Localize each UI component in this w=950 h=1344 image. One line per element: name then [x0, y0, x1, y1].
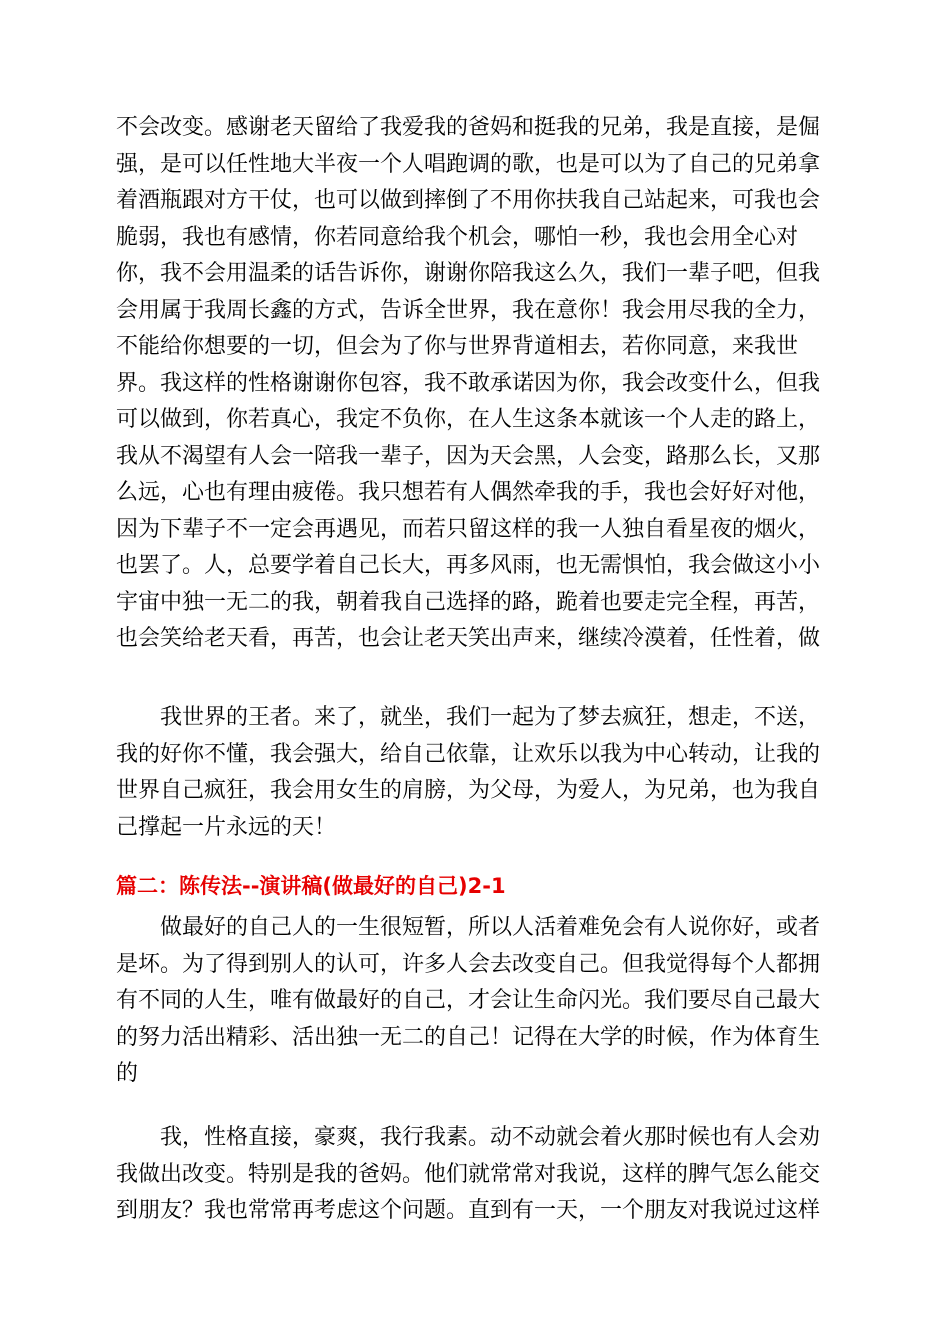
paragraph-personality [116, 1120, 836, 1230]
text-line: 的努力活出精彩、活出独一无二的自己！记得在大学的时候，作为体育生 [116, 1024, 821, 1050]
text-line: 也会笑给老天看，再苦，也会让老天笑出声来，继续冷漠着，任性着，做 [116, 626, 821, 651]
text-line: 有不同的人生，唯有做最好的自己，才会让生命闪光。我们要尽自己最大 [116, 988, 821, 1013]
text-line: 你，我不会用温柔的话告诉你，谢谢你陪我这么久，我们一辈子吧，但我 [116, 261, 821, 286]
text-line: 可以做到，你若真心，我定不负你，在人生这条本就该一个人走的路上， [116, 407, 821, 432]
text-line: 界。我这样的性格谢谢你包容，我不敢承诺因为你，我会改变什么，但我 [116, 370, 821, 396]
text-line: 我的好你不懂，我会强大，给自己依靠，让欢乐以我为中心转动，让我的 [116, 741, 821, 767]
text-line: 不能给你想要的一切，但会为了你与世界背道相去，若你同意，来我世 [116, 334, 799, 359]
text-line: 的 [116, 1061, 139, 1086]
paragraph-best-self [116, 910, 836, 1093]
text-line: 世界自己疯狂，我会用女生的肩膀，为父母，为爱人，为兄弟，也为我自 [116, 778, 821, 803]
text-line: 着酒瓶跟对方干仗，也可以做到摔倒了不用你扶我自己站起来，可我也会 [116, 188, 821, 213]
text-line: 我做出改变。特别是我的爸妈。他们就常常对我说，这样的脾气怎么能交 [116, 1161, 821, 1187]
text-line: 强，是可以任性地大半夜一个人唱跑调的歌，也是可以为了自己的兄弟拿 [116, 151, 821, 177]
text-line: 不会改变。感谢老天留给了我爱我的爸妈和挺我的兄弟，我是直接，是倔 [116, 115, 821, 140]
text-line: 会用属于我周长鑫的方式，告诉全世界，我在意你！我会用尽我的全力， [116, 297, 821, 323]
text-line: 因为下辈子不一定会再遇见，而若只留这样的我一人独自看星夜的烟火， [116, 516, 821, 542]
paragraph-king [116, 700, 836, 846]
text-line: 么远，心也有理由疲倦。我只想若有人偶然牵我的手，我也会好好对他， [116, 480, 821, 505]
text-line: 到朋友？我也常常再考虑这个问题。直到有一天，一个朋友对我说过这样 [116, 1198, 821, 1223]
section-heading: 篇二：陈传法--演讲稿(做最好的自己)2-1 [116, 874, 506, 898]
text-line: 做最好的自己人的一生很短暂，所以人活着难免会有人说你好，或者 [116, 915, 821, 940]
text-line: 宇宙中独一无二的我，朝着我自己选择的路，跪着也要走完全程，再苦， [116, 589, 821, 615]
text-line: 我世界的王者。来了，就坐，我们一起为了梦去疯狂，想走，不送， [116, 705, 821, 730]
text-line: 是坏。为了得到别人的认可，许多人会去改变自己。但我觉得每个人都拥 [116, 951, 821, 977]
text-line: 脆弱，我也有感情，你若同意给我个机会，哪怕一秒，我也会用全心对 [116, 224, 799, 250]
text-line: 己撑起一片永远的天！ [116, 814, 337, 840]
paragraph-continued [116, 110, 836, 658]
text-line: 也罢了。人，总要学着自己长大，再多风雨，也无需惧怕，我会做这小小 [116, 553, 821, 578]
text-line: 我，性格直接，豪爽，我行我素。动不动就会着火那时候也有人会劝 [116, 1125, 821, 1150]
text-line: 我从不渴望有人会一陪我一辈子，因为天会黑，人会变，路那么长，又那 [116, 443, 821, 469]
